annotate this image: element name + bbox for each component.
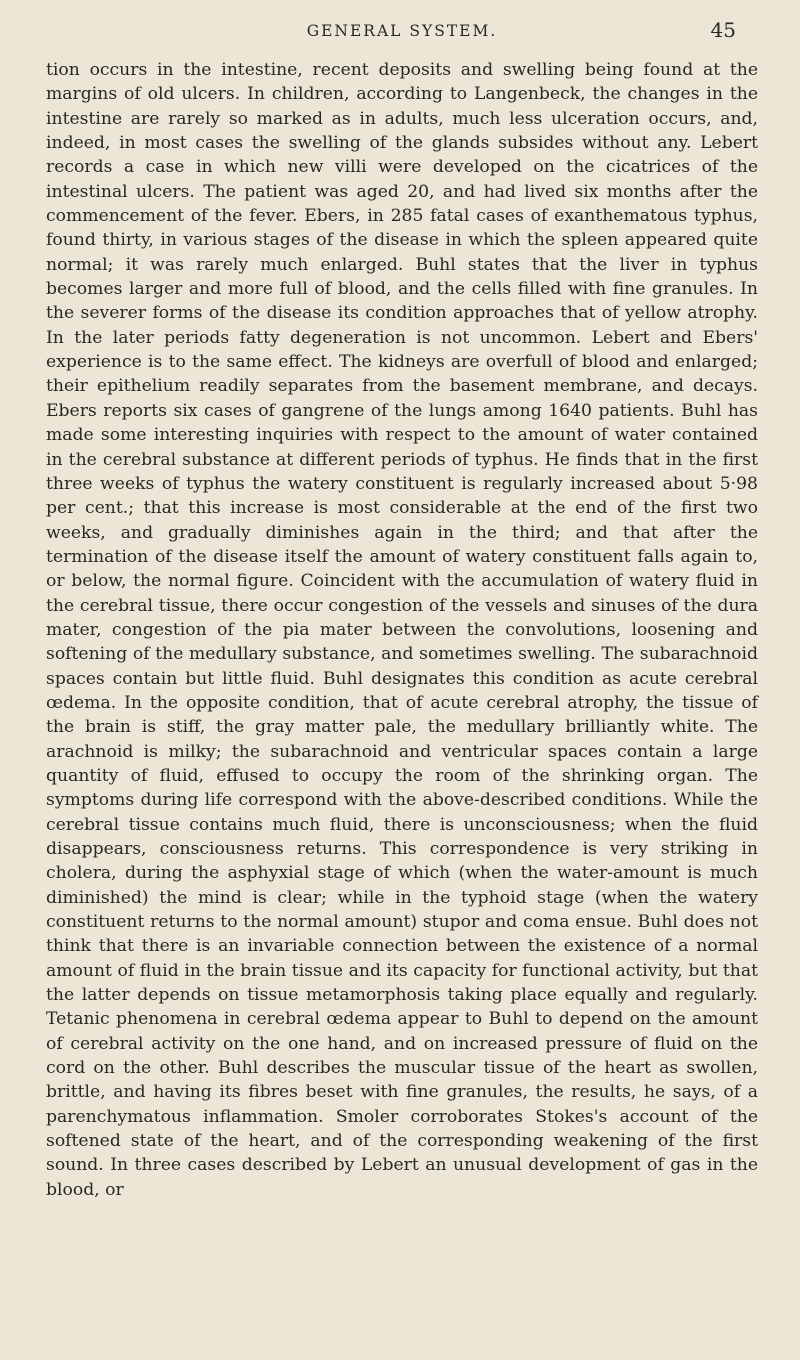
running-head <box>46 0 758 58</box>
body-paragraph: tion occurs in the intestine, recent deposits and swelling being found at the margins of old ulcers. In children, according to Langenbeck, the changes in the intestine are rarely so marked as in adults, much less ulceration occurs, and, indeed, in most cases the swelling of the glands subsides without any. Lebert records a case in which new villi were developed on the cicatrices of the intestinal ulcers. The patient was aged 20, and had lived six months after the commencement of the fever. Ebers, in 285 fatal cases of exanthematous typhus, found thirty, in various stages of the disease in which the spleen appeared quite normal; it was rarely much enlarged. Buhl states that the liver in typhus becomes larger and more full of blood, and the cells filled with fine granules. In the severer forms of the disease its condition approaches that of yellow atrophy. In the later periods fatty degeneration is not uncommon. Lebert and Ebers' experience is to the same effect. The kidneys are overfull of blood and enlarged; their epithelium readily separates from the basement membrane, and decays. Ebers reports six cases of gangrene of the lungs among 1640 patients. Buhl has made some interesting inquiries with respect to the amount of water contained in the cerebral substance at different periods of typhus. He finds that in the first three weeks of typhus the watery constituent is regularly increased about 5·98 per cent.; that this increase is most considerable at the end of the first two weeks, and gradually diminishes again in the third; and that after the termination of the disease itself the amount of watery constituent falls again to, or below, the normal figure. Coincident with the accumulation of watery fluid in the cerebral tissue, there occur congestion of the vessels and sinuses of the dura mater, congestion of the pia mater between the convolutions, loosening and softening of the medullary substance, and sometimes swelling. The subarachnoid spaces contain but little fluid. Buhl designates this condition as acute cerebral œdema. In the opposite condition, that of acute cerebral atrophy, the tissue of the brain is stiff, the gray matter pale, the medullary brilliantly white. The arachnoid is milky; the subarachnoid and ventricular spaces contain a large quantity of fluid, effused to occupy the room of the shrinking organ. The symptoms during life correspond with the above-described conditions. While the cerebral tissue contains much fluid, there is unconsciousness; when the fluid disappears, consciousness returns. This correspondence is very striking in cholera, during the asphyxial stage of which (when the water-amount is much diminished) the mind is clear; while in the typhoid stage (when the watery constituent returns to the normal amount) stupor and coma ensue. Buhl does not think that there is an invariable connection between the existence of a normal amount of fluid in the brain tissue and its capacity for functional activity, but that the latter depends on tissue metamorphosis taking place equally and regularly. Tetanic phenomena in cerebral œdema appear to Buhl to depend on the amount of cerebral activity on the one hand, and on increased pressure of fluid on the cord on the other. Buhl describes the muscular tissue of the heart as swollen, brittle, and having its fibres beset with fine granules, the results, he says, of a parenchymatous inflammation. Smoler corroborates Stokes's account of the softened state of the heart, and of the corresponding weakening of the first sound. In three cases described by Lebert an unusual development of gas in the blood, or <box>46 60 758 1200</box>
page-number: 45 <box>710 18 736 42</box>
running-head-title: GENERAL SYSTEM. <box>306 22 498 40</box>
